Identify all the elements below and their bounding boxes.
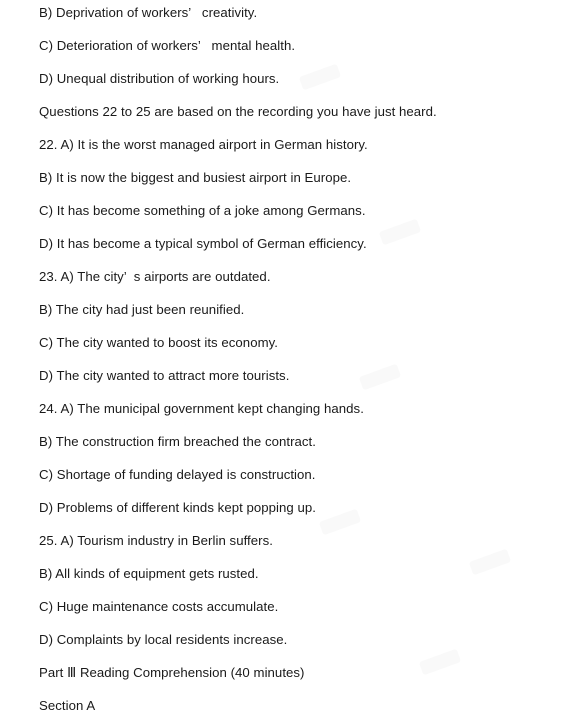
q25-option-a: 25. A) Tourism industry in Berlin suffers. — [39, 533, 273, 548]
watermark — [419, 649, 461, 676]
part-iii-heading: Part Ⅲ Reading Comprehension (40 minutes) — [39, 665, 305, 680]
watermark — [469, 549, 511, 576]
q23-option-d: D) The city wanted to attract more tourists. — [39, 368, 290, 383]
option-d-unequal-distribution: D) Unequal distribution of working hours. — [39, 71, 280, 86]
q24-option-d: D) Problems of different kinds kept popping up. — [39, 500, 317, 515]
watermark — [319, 509, 361, 536]
watermark — [359, 364, 401, 391]
q25-option-b: B) All kinds of equipment gets rusted. — [39, 566, 259, 581]
watermark — [299, 64, 341, 91]
q24-option-b: B) The construction firm breached the contract. — [39, 434, 316, 449]
q23-option-c: C) The city wanted to boost its economy. — [39, 335, 278, 350]
q23-option-a: 23. A) The city’ s airports are outdated. — [39, 269, 271, 284]
option-b-deprivation: B) Deprivation of workers’ creativity. — [39, 5, 258, 20]
q22-option-b: B) It is now the biggest and busiest airport in Europe. — [39, 170, 352, 185]
q22-option-a: 22. A) It is the worst managed airport in German history. — [39, 137, 368, 152]
q25-option-d: D) Complaints by local residents increase. — [39, 632, 288, 647]
q22-option-d: D) It has become a typical symbol of German efficiency. — [39, 236, 367, 251]
option-c-deterioration: C) Deterioration of workers’ mental health. — [39, 38, 296, 53]
q24-option-c: C) Shortage of funding delayed is construction. — [39, 467, 316, 482]
section-a-heading: Section A — [39, 698, 96, 713]
watermark — [379, 219, 421, 246]
q23-option-b: B) The city had just been reunified. — [39, 302, 245, 317]
q24-option-a: 24. A) The municipal government kept changing hands. — [39, 401, 364, 416]
q22-option-c: C) It has become something of a joke among Germans. — [39, 203, 366, 218]
q25-option-c: C) Huge maintenance costs accumulate. — [39, 599, 279, 614]
questions-22-25-heading: Questions 22 to 25 are based on the recording you have just heard. — [39, 104, 437, 119]
